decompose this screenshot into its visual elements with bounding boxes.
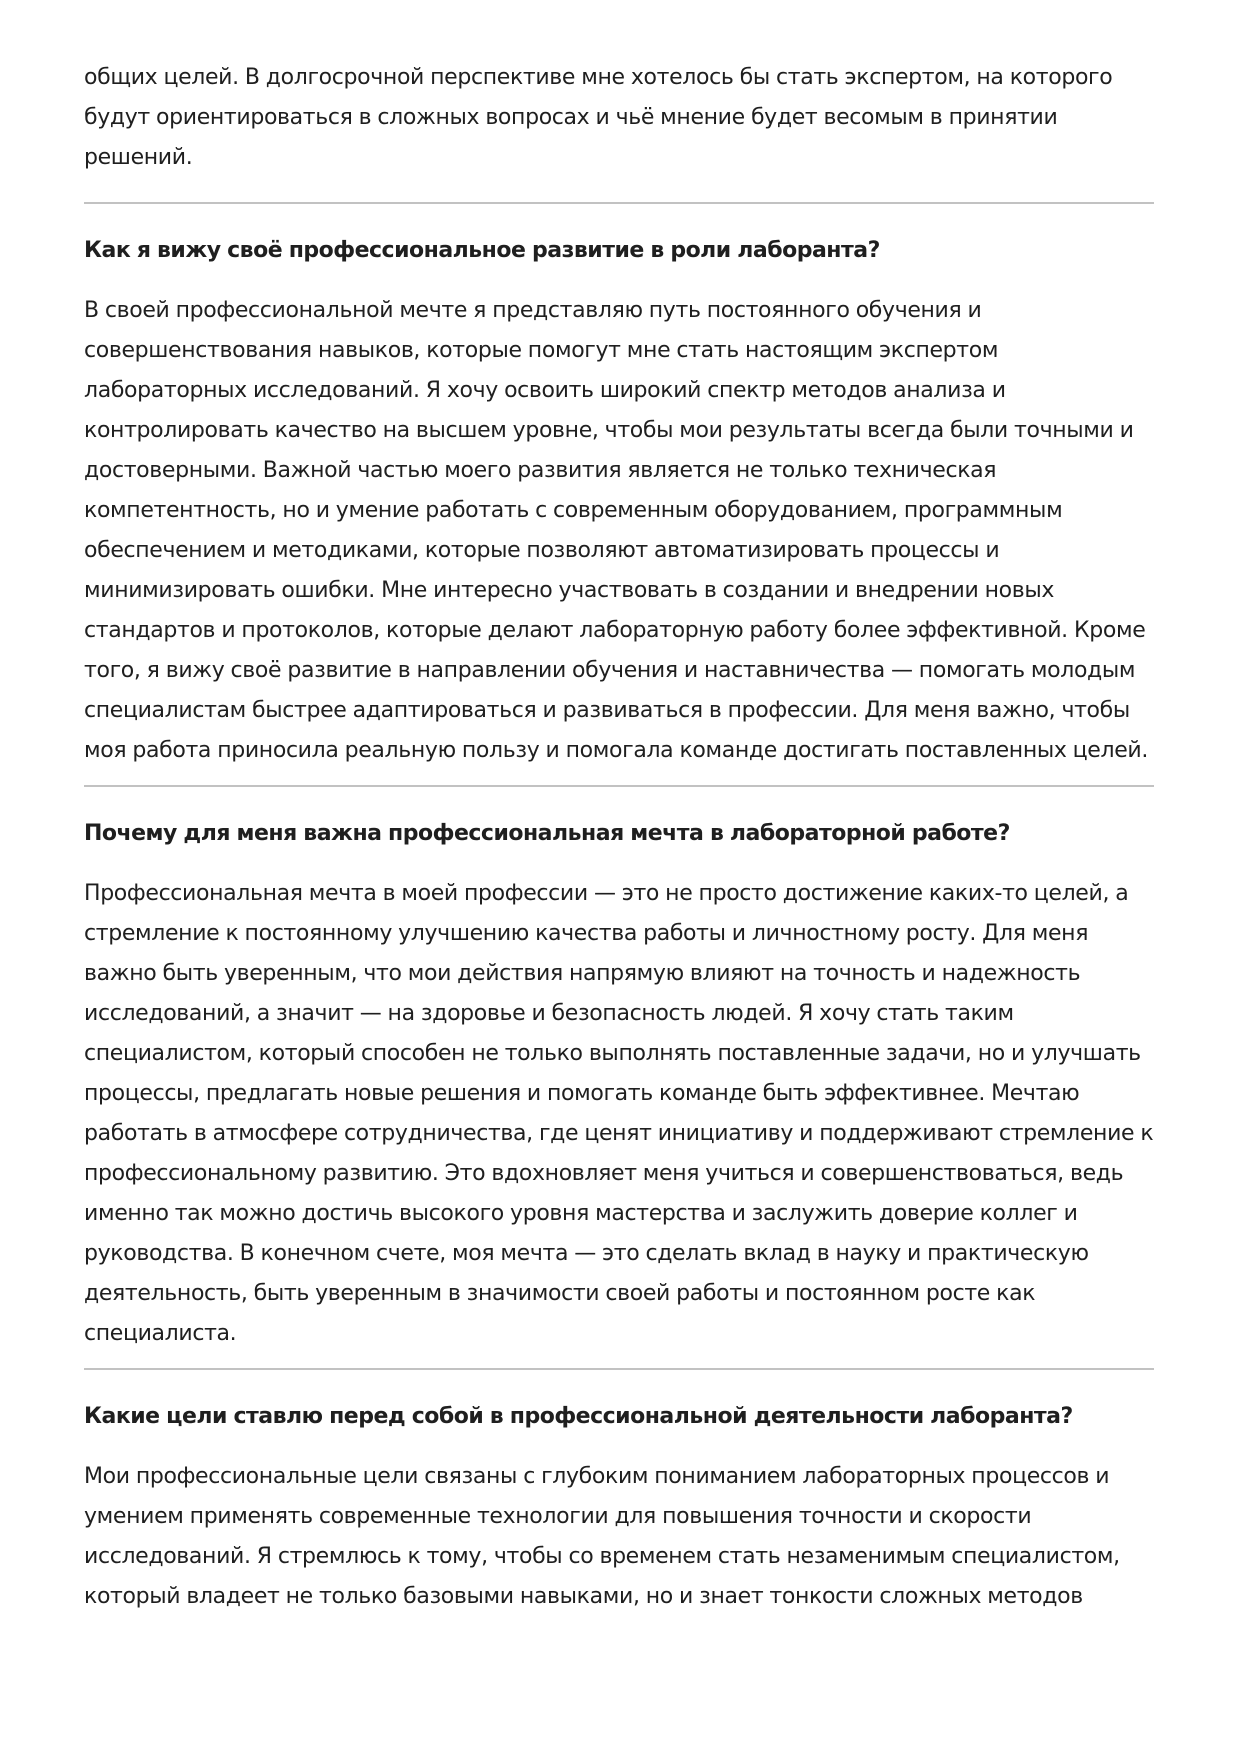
document-page — [84, 58, 1154, 1617]
intro-paragraph: общих целей. В долгосрочной перспективе мне хотелось бы стать экспертом, на которого будут ориентироваться в сложных вопросах и чьё мнение будет весомым в принятии решений. — [84, 65, 1113, 170]
section-paragraph-professional-development: В своей профессиональной мечте я представляю путь постоянного обучения и совершенствования навыков, которые помогут мне стать настоящим экспертом лабораторных исследований. Я хочу освоить широкий спектр методов анализа и контролировать качество на высшем уровне, чтобы мои результаты всегда были точными и достоверными. Важной частью моего развития является не только техническая компетентность, но и умение работать с современным оборудованием, программным обеспечением и методиками, которые позволяют автоматизировать процессы и минимизировать ошибки. Мне интересно участвовать в создании и внедрении новых стандартов и протоколов, которые делают лабораторную работу более эффективной. Кроме того, я вижу своё развитие в направлении обучения и наставничества — помогать молодым специалистам быстрее адаптироваться и развиваться в профессии. Для меня важно, чтобы моя работа приносила реальную пользу и помогала команде достигать поставленных целей. — [84, 298, 1148, 763]
section-divider — [84, 785, 1154, 787]
section-divider — [84, 1368, 1154, 1370]
section-heading-why-dream-matters: Почему для меня важна профессиональная мечта в лабораторной работе? — [84, 821, 1010, 846]
section-heading-goals: Какие цели ставлю перед собой в профессиональной деятельности лаборанта? — [84, 1404, 1073, 1429]
section-paragraph-goals: Мои профессиональные цели связаны с глубоким пониманием лабораторных процессов и умением применять современные технологии для повышения точности и скорости исследований. Я стремлюсь к тому, чтобы со временем стать незаменимым специалистом, который владеет не только базовыми навыками, но и знает тонкости сложных методов — [84, 1464, 1120, 1609]
section-divider — [84, 202, 1154, 204]
section-heading-professional-development: Как я вижу своё профессиональное развитие в роли лаборанта? — [84, 238, 880, 263]
section-paragraph-why-dream-matters: Профессиональная мечта в моей профессии — это не просто достижение каких-то целей, а стремление к постоянному улучшению качества работы и личностному росту. Для меня важно быть уверенным, что мои действия напрямую влияют на точность и надежность исследований, а значит — на здоровье и безопасность людей. Я хочу стать таким специалистом, который способен не только выполнять поставленные задачи, но и улучшать процессы, предлагать новые решения и помогать команде быть эффективнее. Мечтаю работать в атмосфере сотрудничества, где ценят инициативу и поддерживают стремление к профессиональному развитию. Это вдохновляет меня учиться и совершенствоваться, ведь именно так можно достичь высокого уровня мастерства и заслужить доверие коллег и руководства. В конечном счете, моя мечта — это сделать вклад в науку и практическую деятельность, быть уверенным в значимости своей работы и постоянном росте как специалиста. — [84, 881, 1154, 1346]
